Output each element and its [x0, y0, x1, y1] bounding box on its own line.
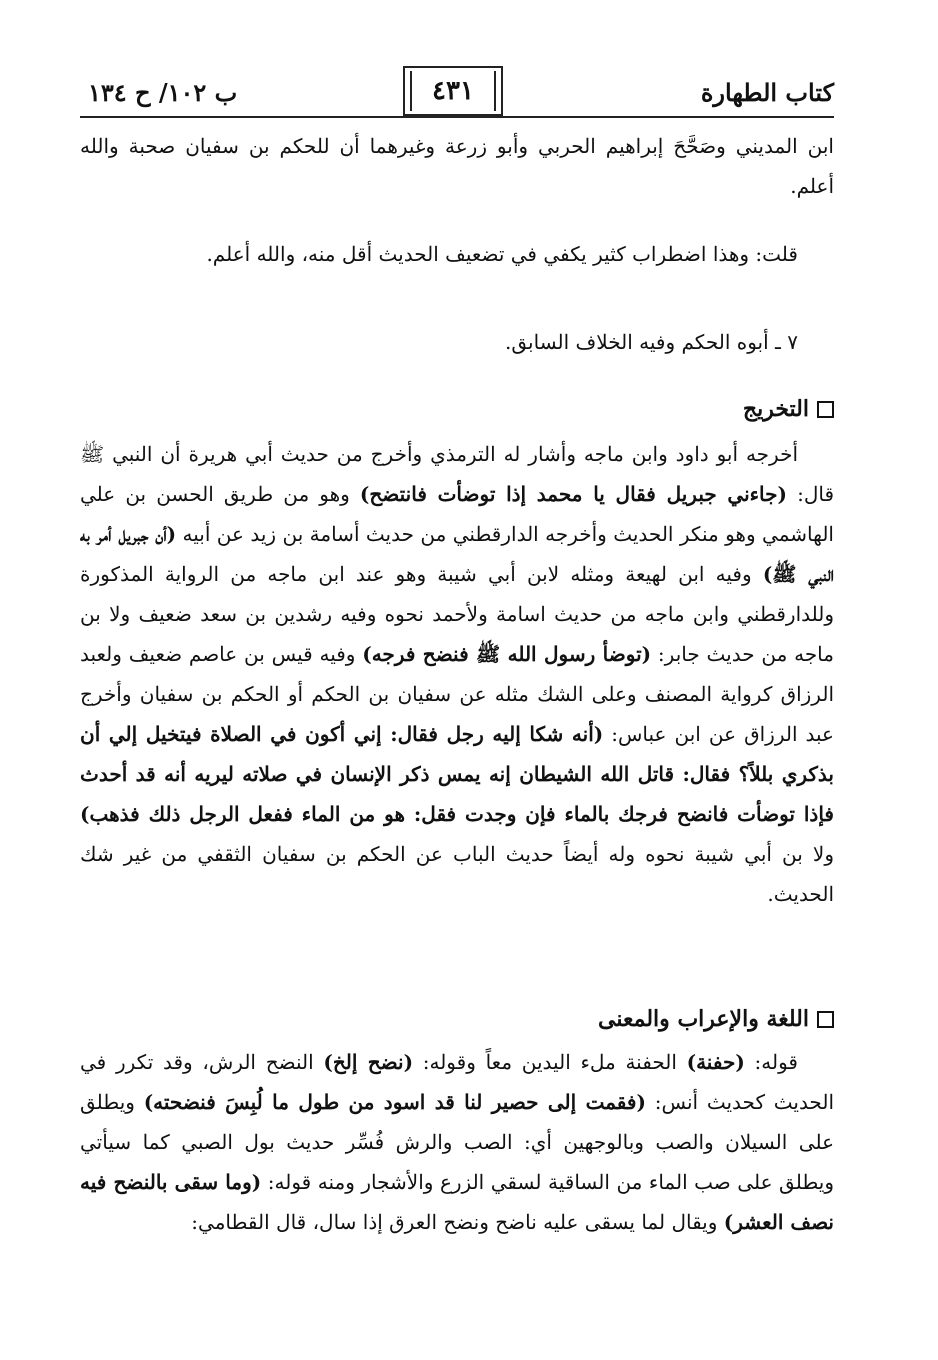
takhrij-text-5: ولا بن أبي شيبة نحوه وله أيضاً حديث الباب عن الحكم بن سفيان الثقفي من غير شك الحديث.	[80, 842, 834, 906]
takhrij-quote-3: (توضأ رسول الله ﷺ فنضح فرجه)	[362, 642, 652, 666]
lugha-heading	[598, 1006, 834, 1032]
lugha-quote-4: (وما سقى بالنضح فيه نصف العشر)	[80, 1170, 834, 1234]
lugha-text-3: النضح الرش، وقد تكرر في الحديث كحديث أنس:	[80, 1050, 834, 1114]
takhrij-text-4: وفيه قيس بن عاصم ضعيف ولعبد الرزاق كرواية المصنف وعلى الشك مثله عن سفيان بن الحكم أو الحكم بن سفيان وأخرج عبد الرزاق عن ابن عباس:	[80, 642, 834, 746]
lugha-text-1: قوله:	[744, 1050, 798, 1074]
lugha-text-5: ويقال لما يسقى عليه ناضح ونضح العرق إذا سال، قال القطامي:	[191, 1210, 724, 1234]
header-divider	[80, 116, 834, 118]
checkbox-square-icon	[817, 401, 834, 418]
takhrij-heading-label: التخريج	[742, 396, 809, 422]
lugha-text-4: ويطلق على السيلان والصب وبالوجهين أي: الصب والرش فُسِّر حديث بول الصبي كما سيأتي ويطلق على صب الماء من الساقية لسقي الزرع والأشجار ومنه قوله:	[80, 1090, 834, 1194]
lugha-quote-2: (نضح إلخ)	[323, 1050, 414, 1074]
takhrij-paragraph	[80, 434, 834, 914]
lugha-paragraph	[80, 1042, 834, 1242]
takhrij-quote-1: (جاءني جبريل فقال يا محمد إذا توضأت فانتضح)	[359, 482, 787, 506]
lugha-quote-3: (فقمت إلى حصير لنا قد اسود من طول ما لُبِسَ فنضحته)	[143, 1090, 646, 1114]
takhrij-quote-2: (أن جبريل أمر به النبي ﷺ)	[80, 522, 834, 586]
takhrij-text-2: وهو من طريق الحسن بن علي الهاشمي وهو منكر الحديث وأخرجه الدارقطني من حديث أسامة بن زيد عن أبيه	[80, 482, 834, 546]
takhrij-text-1: أخرجه أبو داود وابن ماجه وأشار له الترمذي وأخرج من حديث أبي هريرة أن النبي ﷺ قال:	[80, 442, 835, 506]
takhrij-heading	[743, 396, 834, 422]
narrator-note: ٧ ـ أبوه الحكم وفيه الخلاف السابق.	[505, 330, 798, 354]
lugha-quote-1: (حفنة)	[686, 1050, 745, 1074]
takhrij-quote-4: (أنه شكا إليه رجل فقال: إني أكون في الصلاة فيتخيل إلي أن بذكري بللاً؟ فقال: قاتل الله الشيطان إنه يمس ذكر الإنسان في صلاته ليريه أنه قد أحدث فإذا توضأت فانضح فرجك بالماء فإن وجدت فقل: هو من الماء ففعل الرجل ذلك فذهب)	[80, 722, 834, 826]
running-title: كتاب الطهارة	[700, 78, 834, 107]
checkbox-square-icon	[817, 1011, 834, 1028]
lugha-text-2: الحفنة ملء اليدين معاً وقوله:	[413, 1050, 687, 1074]
comment-paragraph: قلت: وهذا اضطراب كثير يكفي في تضعيف الحديث أقل منه، والله أعلم.	[206, 242, 798, 266]
page-number: ٤٣١	[403, 66, 503, 116]
intro-paragraph: ابن المديني وصَحَّحَ إبراهيم الحربي وأبو زرعة وغيرهما أن للحكم بن سفيان صحبة والله أعلم.	[80, 134, 834, 198]
lugha-heading-label: اللغة والإعراب والمعنى	[598, 1006, 809, 1032]
hadith-reference: ب ١٠٢/ ح ١٣٤	[88, 78, 238, 107]
takhrij-text-3: وفيه ابن لهيعة ومثله لابن أبي شيبة وهو عند ابن ماجه من الرواية المذكورة وللدارقطني وابن ماجه من حديث اسامة ولأحمد نحوه وفيه رشدين بن سعد ضعيف ولا بن ماجه من حديث جابر:	[80, 562, 834, 666]
